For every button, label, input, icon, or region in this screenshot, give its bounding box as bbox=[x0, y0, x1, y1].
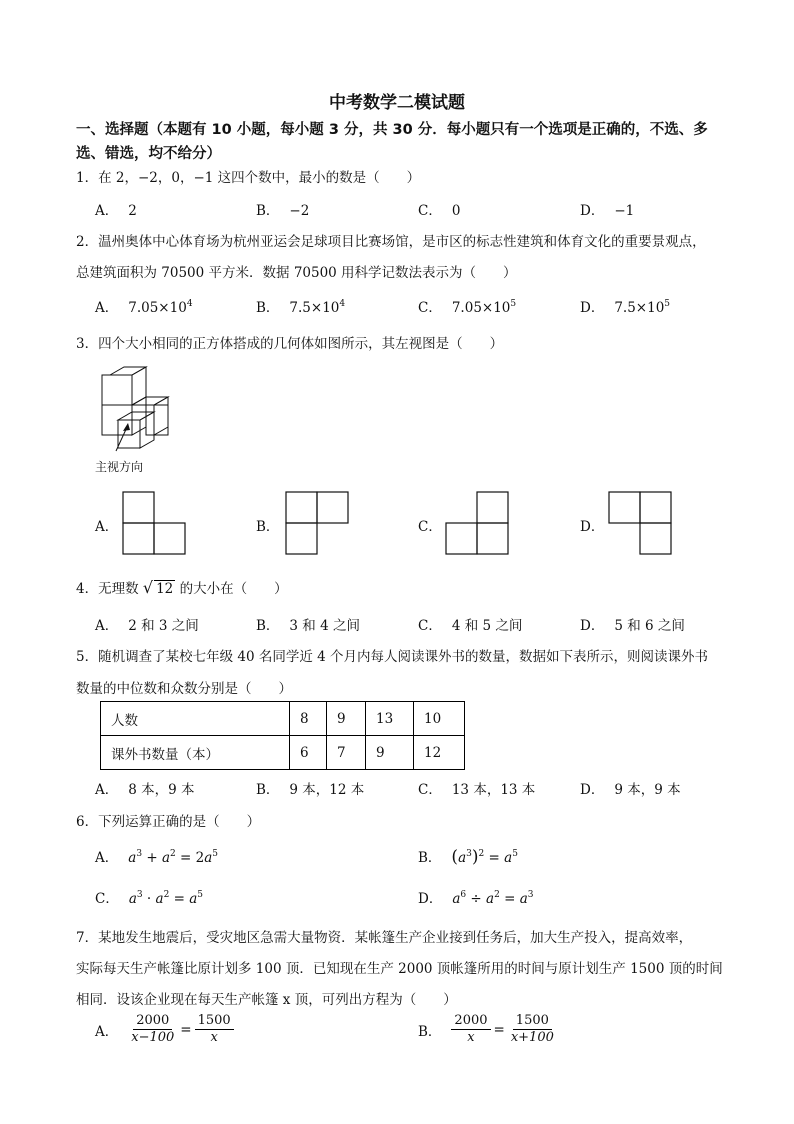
question-7-line2: 实际每天生产帐篷比原计划多 100 顶．已知现在生产 2000 顶帐篷所用的时间与原计划生产 1500 顶的时间 bbox=[76, 961, 723, 977]
section-heading-line2: 选、错选，均不给分） bbox=[76, 146, 221, 162]
q5-option-a[interactable] bbox=[95, 778, 195, 798]
option-label: A． bbox=[95, 850, 119, 866]
option-label: D． bbox=[580, 782, 605, 798]
option-exponent: 4 bbox=[186, 299, 193, 309]
table-cell: 10 bbox=[414, 702, 465, 736]
option-text: 8 本，9 本 bbox=[128, 782, 195, 798]
table-cell: 6 bbox=[290, 736, 327, 770]
q2-option-c[interactable] bbox=[418, 296, 516, 316]
option-text: −1 bbox=[614, 203, 635, 219]
q1-option-c[interactable] bbox=[418, 199, 460, 219]
q3-option-d-label[interactable]: D． bbox=[580, 519, 605, 535]
question-1: 1．在 2，−2，0，−1 这四个数中，最小的数是（ ） bbox=[76, 170, 421, 186]
question-6: 6．下列运算正确的是（ ） bbox=[76, 814, 261, 830]
option-base: 7.5×10 bbox=[289, 300, 340, 316]
q4-suffix: 的大小在（ ） bbox=[179, 581, 288, 597]
fraction-denominator: x+100 bbox=[510, 1030, 554, 1045]
question-7-line3: 相同．设该企业现在每天生产帐篷 x 顶，可列出方程为（ ） bbox=[76, 992, 457, 1008]
option-base: 7.05×10 bbox=[451, 300, 511, 316]
option-base: 7.05×10 bbox=[128, 300, 187, 316]
option-label: A． bbox=[95, 1023, 119, 1040]
q1-option-a[interactable] bbox=[95, 199, 137, 219]
question-2-line2: 总建筑面积为 70500 平方米．数据 70500 用科学记数法表示为（ ） bbox=[76, 265, 517, 281]
option-exponent: 5 bbox=[664, 299, 671, 309]
option-base: 7.5×10 bbox=[614, 300, 665, 316]
fraction bbox=[195, 1013, 234, 1046]
option-label: C． bbox=[418, 782, 442, 798]
q3-option-b-figure[interactable] bbox=[285, 491, 351, 555]
q4-option-b[interactable] bbox=[256, 614, 360, 634]
q5-option-d[interactable] bbox=[580, 778, 681, 798]
option-label: A． bbox=[95, 618, 119, 634]
option-text: 9 本，12 本 bbox=[289, 782, 365, 798]
q4-option-c[interactable] bbox=[418, 614, 522, 634]
table-cell: 9 bbox=[327, 702, 366, 736]
option-label: D． bbox=[580, 300, 605, 316]
q4-radicand: 12 bbox=[156, 581, 174, 597]
q7-option-b[interactable] bbox=[418, 1013, 557, 1046]
radical-icon: √ bbox=[142, 578, 154, 597]
option-text: 5 和 6 之间 bbox=[614, 618, 685, 634]
fraction-numerator: 1500 bbox=[195, 1013, 234, 1030]
option-label: B． bbox=[256, 618, 280, 634]
q2-option-a[interactable] bbox=[95, 296, 193, 316]
q4-option-d[interactable] bbox=[580, 614, 685, 634]
option-text: 2 bbox=[128, 203, 137, 219]
question-3: 3．四个大小相同的正方体搭成的几何体如图所示，其左视图是（ ） bbox=[76, 336, 504, 352]
q2-option-d[interactable] bbox=[580, 296, 670, 316]
q6-option-d[interactable] bbox=[418, 887, 534, 907]
table-row bbox=[101, 702, 465, 736]
option-exponent: 4 bbox=[339, 299, 346, 309]
table-cell: 课外书数量（本） bbox=[101, 736, 290, 770]
q4-option-a[interactable] bbox=[95, 614, 199, 634]
option-label: B． bbox=[418, 1023, 442, 1040]
option-text: 9 本，9 本 bbox=[614, 782, 681, 798]
option-formula: $(a^3)^2 = a^5$ bbox=[451, 847, 518, 867]
cube-top-face bbox=[110, 367, 146, 375]
q3-option-b-label[interactable]: B． bbox=[256, 519, 280, 535]
option-label: D． bbox=[580, 203, 605, 219]
fraction bbox=[508, 1013, 557, 1046]
equals-sign: = bbox=[180, 1021, 192, 1038]
option-label: B． bbox=[418, 850, 442, 866]
option-formula: $a^6 \div a^2 = a^3$ bbox=[452, 890, 534, 907]
question-7-line1: 7．某地发生地震后，受灾地区急需大量物资．某帐篷生产企业接到任务后，加大生产投入，提高效率， bbox=[76, 930, 693, 946]
option-label: A． bbox=[95, 203, 119, 219]
table-cell: 人数 bbox=[101, 702, 290, 736]
page-title: 中考数学二模试题 bbox=[329, 93, 465, 113]
q7-option-a[interactable] bbox=[95, 1013, 234, 1046]
option-label: B． bbox=[256, 300, 280, 316]
arrow-head-icon bbox=[123, 423, 130, 431]
figure-caption: 主视方向 bbox=[95, 460, 144, 474]
cube-side-face bbox=[132, 367, 146, 405]
section-heading bbox=[76, 118, 756, 166]
question-4 bbox=[76, 577, 288, 597]
fraction-numerator: 2000 bbox=[451, 1013, 490, 1030]
q5-option-c[interactable] bbox=[418, 778, 535, 798]
q3-option-c-figure[interactable] bbox=[445, 491, 511, 555]
fraction bbox=[128, 1013, 177, 1046]
option-label: B． bbox=[256, 782, 280, 798]
option-formula: $a^3 \cdot a^2 = a^5$ bbox=[128, 890, 204, 907]
table-cell: 8 bbox=[290, 702, 327, 736]
q3-option-d-figure[interactable] bbox=[608, 491, 674, 555]
q3-option-a-label[interactable]: A． bbox=[95, 519, 119, 535]
option-label: A． bbox=[95, 782, 119, 798]
fraction-numerator: 1500 bbox=[513, 1013, 552, 1030]
table-cell: 7 bbox=[327, 736, 366, 770]
table-cell: 9 bbox=[366, 736, 414, 770]
data-table bbox=[100, 701, 465, 770]
question-2-line1: 2．温州奥体中心体育场为杭州亚运会足球项目比赛场馆，是市区的标志性建筑和体育文化的重要景观点， bbox=[76, 234, 706, 250]
fraction bbox=[451, 1013, 490, 1046]
fraction-denominator: x bbox=[467, 1030, 475, 1045]
cube-stack-figure bbox=[96, 365, 171, 455]
option-label: C． bbox=[418, 203, 442, 219]
option-text: 0 bbox=[451, 203, 461, 219]
option-label: C． bbox=[418, 300, 442, 316]
option-label: C． bbox=[95, 891, 119, 907]
q2-option-b[interactable] bbox=[256, 296, 345, 316]
q4-prefix: 4．无理数 bbox=[76, 581, 139, 597]
option-formula: $a^3 + a^2 = 2a^5$ bbox=[128, 849, 219, 866]
fraction-denominator: x−100 bbox=[131, 1030, 175, 1045]
option-text: −2 bbox=[289, 203, 310, 219]
option-label: A． bbox=[95, 300, 119, 316]
option-label: D． bbox=[418, 891, 443, 907]
option-label: B． bbox=[256, 203, 280, 219]
q5-option-b[interactable] bbox=[256, 778, 364, 798]
cube-front-face bbox=[102, 375, 132, 405]
q1-option-b[interactable] bbox=[256, 199, 309, 219]
q6-option-a[interactable] bbox=[95, 846, 218, 866]
q6-option-b[interactable] bbox=[418, 846, 518, 867]
section-heading-line1: 一、选择题（本题有 10 小题，每小题 3 分，共 30 分．每小题只有一个选项是正确的，不选、多 bbox=[76, 122, 708, 138]
table-cell: 13 bbox=[366, 702, 414, 736]
q6-option-c[interactable] bbox=[95, 887, 203, 907]
option-text: 2 和 3 之间 bbox=[128, 618, 199, 634]
option-text: 13 本，13 本 bbox=[451, 782, 536, 798]
equals-sign: = bbox=[493, 1021, 505, 1038]
q3-option-c-label[interactable]: C． bbox=[418, 519, 442, 535]
fraction-denominator: x bbox=[210, 1030, 218, 1045]
fraction-numerator: 2000 bbox=[133, 1013, 172, 1030]
table-cell: 12 bbox=[414, 736, 465, 770]
option-label: D． bbox=[580, 618, 605, 634]
option-exponent: 5 bbox=[510, 299, 517, 309]
option-text: 3 和 4 之间 bbox=[289, 618, 360, 634]
question-5-line2: 数量的中位数和众数分别是（ ） bbox=[76, 681, 292, 697]
option-label: C． bbox=[418, 618, 442, 634]
table-row bbox=[101, 736, 465, 770]
question-5-line1: 5．随机调查了某校七年级 40 名同学近 4 个月内每人阅读课外书的数量，数据如下表所示，则阅读课外书 bbox=[76, 649, 709, 665]
option-text: 4 和 5 之间 bbox=[451, 618, 523, 634]
q3-option-a-figure[interactable] bbox=[122, 491, 188, 555]
q1-option-d[interactable] bbox=[580, 199, 634, 219]
